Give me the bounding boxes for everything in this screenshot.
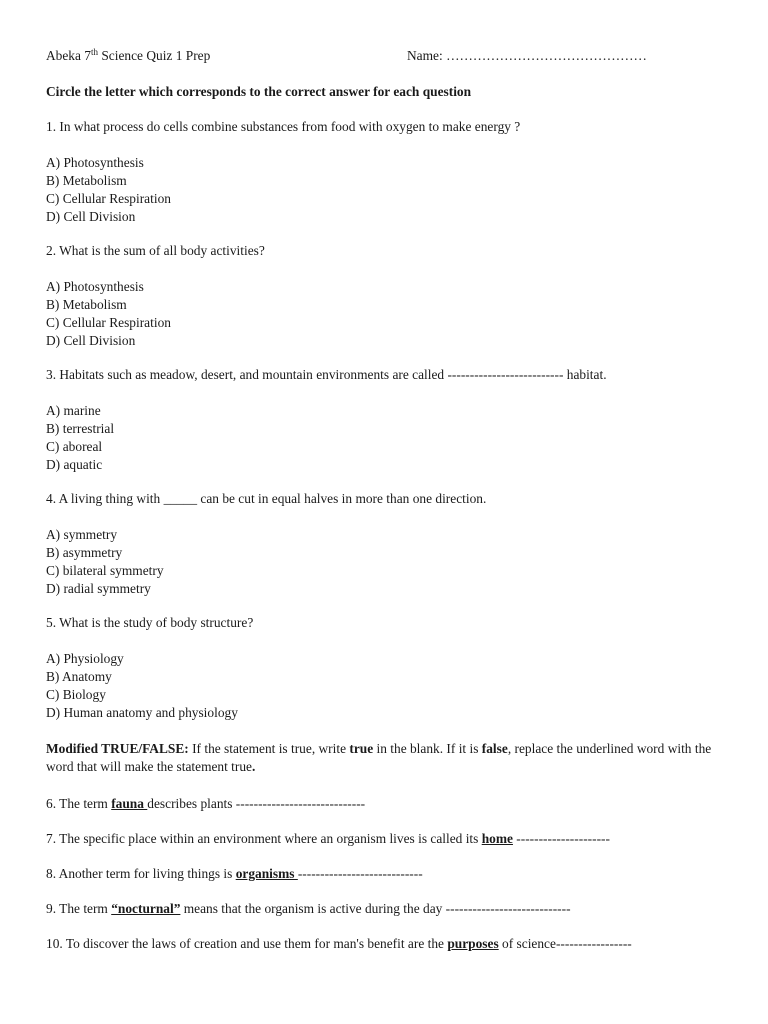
- tf-item-9: 9. The term “nocturnal” means that the organism is active during the day ----------------------------: [46, 901, 571, 916]
- question-1: [46, 118, 736, 226]
- option-d: D) Human anatomy and physiology: [46, 705, 238, 720]
- tf-item-6: 6. The term fauna describes plants -----------------------------: [46, 796, 366, 811]
- option-a: A) Physiology: [46, 651, 124, 666]
- question-text: 5. What is the study of body structure?: [46, 615, 254, 630]
- option-c: C) Cellular Respiration: [46, 315, 171, 330]
- option-b: B) Metabolism: [46, 173, 127, 188]
- option-b: B) Metabolism: [46, 297, 127, 312]
- tf-item-10: 10. To discover the laws of creation and use them for man's benefit are the purposes of science-----------------: [46, 936, 632, 951]
- answer-options: [46, 278, 736, 350]
- section-label: Modified TRUE/FALSE:: [46, 741, 189, 756]
- tf-item-7: 7. The specific place within an environment where an organism lives is called its home ---------------------: [46, 831, 610, 846]
- question-text: 1. In what process do cells combine substances from food with oxygen to make energy ?: [46, 119, 521, 134]
- answer-options: [46, 154, 736, 226]
- quiz-title: Abeka 7th Science Quiz 1 Prep: [46, 47, 211, 63]
- header: [46, 46, 736, 66]
- answer-options: [46, 526, 736, 598]
- quiz-page: [46, 46, 736, 953]
- option-a: A) Photosynthesis: [46, 155, 144, 170]
- underlined-term: purposes: [447, 936, 499, 951]
- underlined-term: fauna: [111, 796, 148, 811]
- instructions: Circle the letter which corresponds to the correct answer for each question: [46, 84, 472, 99]
- underlined-term: “nocturnal”: [111, 901, 181, 916]
- underlined-term: home: [481, 831, 513, 846]
- question-text: 4. A living thing with _____ can be cut in equal halves in more than one direction.: [46, 491, 487, 506]
- question-text: 2. What is the sum of all body activities?: [46, 243, 265, 258]
- question-3: [46, 366, 736, 474]
- option-c: C) aboreal: [46, 439, 103, 454]
- option-c: C) Cellular Respiration: [46, 191, 171, 206]
- title-superscript: th: [91, 47, 99, 57]
- option-d: D) Cell Division: [46, 209, 136, 224]
- option-b: B) Anatomy: [46, 669, 112, 684]
- name-blank: ………………………………………: [446, 48, 647, 63]
- option-d: D) aquatic: [46, 457, 103, 472]
- answer-options: [46, 650, 736, 722]
- option-d: D) radial symmetry: [46, 581, 151, 596]
- option-b: B) asymmetry: [46, 545, 123, 560]
- name-label: Name:: [407, 48, 443, 63]
- question-text: 3. Habitats such as meadow, desert, and mountain environments are called -------------------------- habitat.: [46, 367, 607, 382]
- option-a: A) symmetry: [46, 527, 118, 542]
- modified-true-false-instructions: Modified TRUE/FALSE: If the statement is true, write true in the blank. If it is false, replace the underlined word with the word that will make the statement true.: [46, 741, 712, 774]
- question-5: [46, 614, 736, 722]
- option-a: A) marine: [46, 403, 101, 418]
- option-b: B) terrestrial: [46, 421, 115, 436]
- option-d: D) Cell Division: [46, 333, 136, 348]
- question-2: [46, 242, 736, 350]
- question-4: [46, 490, 736, 598]
- option-c: C) bilateral symmetry: [46, 563, 164, 578]
- tf-item-8: 8. Another term for living things is organisms ----------------------------: [46, 866, 423, 881]
- option-c: C) Biology: [46, 687, 106, 702]
- name-field: [407, 46, 647, 66]
- answer-blank: _____: [163, 491, 198, 506]
- answer-options: [46, 402, 736, 474]
- option-a: A) Photosynthesis: [46, 279, 144, 294]
- underlined-term: organisms: [235, 866, 298, 881]
